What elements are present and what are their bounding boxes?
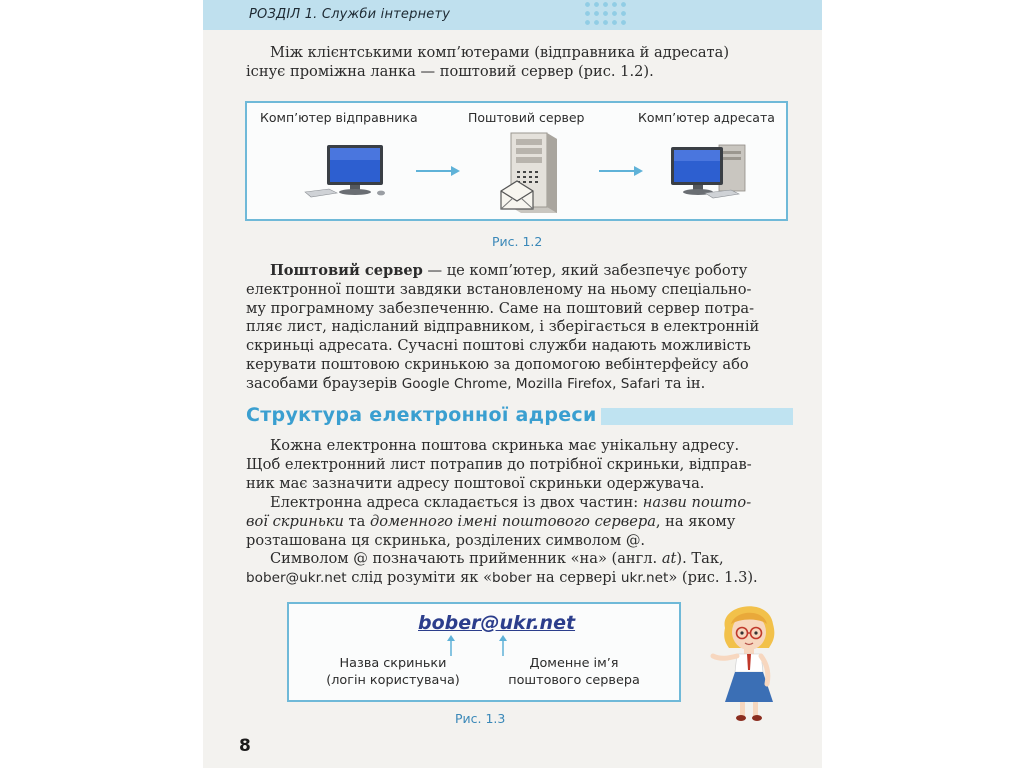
domain-label-line-2: поштового сервера — [508, 673, 640, 688]
figure-email-address: bober@ukr.net — [418, 612, 576, 634]
figure-1-2-frame — [245, 101, 788, 221]
section-header-title: РОЗДІЛ 1. Служби інтернету — [249, 7, 451, 22]
address-p3-mid: слід розуміти як « — [346, 568, 492, 586]
intro-line-2: існує проміжна ланка — поштовий сервер (рис. 1.2). — [246, 62, 654, 80]
address-p1-line-1: Кожна електронна поштова скринька має унікальну адресу. — [270, 437, 740, 454]
recipient-computer-icon — [665, 143, 751, 199]
address-p3-italic: at — [661, 550, 677, 567]
address-paragraph-2 — [246, 494, 793, 550]
definition-line-5: скриньці адресата. Сучасні поштові служби надають можливість — [246, 337, 751, 355]
server-label: Поштовий сервер — [468, 110, 585, 125]
address-p2-italic-3: доменного імені поштового сервера — [369, 512, 656, 530]
section-title-bar — [601, 408, 793, 425]
address-p2-line-3: розташована ця скринька, розділених символом @. — [246, 531, 646, 549]
address-p3-email: bober@ukr.net — [246, 569, 347, 586]
domain-label — [499, 655, 649, 689]
address-p3-line-end: » (рис. 1.3). — [668, 568, 758, 586]
address-p2-italic-1: назви пошто- — [642, 494, 752, 511]
definition-term: Поштовий сервер — [270, 262, 423, 279]
address-p1-line-2: Щоб електронний лист потрапив до потрібної скриньки, відправ- — [246, 455, 752, 473]
address-p3-domain: ukr.net — [620, 569, 669, 586]
page-number: 8 — [239, 736, 251, 756]
address-p2-italic-2: вої скриньки — [246, 512, 344, 530]
arrow-icon-1 — [415, 165, 461, 177]
browser-names: Google Chrome, Mozilla Firefox, Safari — [401, 375, 661, 392]
figure-1-2-caption: Рис. 1.2 — [492, 234, 543, 249]
domain-pointer-arrow-icon — [498, 635, 508, 657]
domain-label-line-1: Доменне ім’я — [529, 656, 619, 671]
arrow-icon-2 — [598, 165, 644, 177]
address-p3-mid2: на сервері — [531, 568, 621, 586]
definition-line-7-start: засобами браузерів — [246, 374, 402, 392]
login-label-line-2: (логін користувача) — [326, 673, 460, 688]
login-label-line-1: Назва скриньки — [339, 656, 447, 671]
address-p2-start: Електронна адреса складається із двох частин: — [270, 494, 643, 511]
address-paragraph-3 — [246, 550, 793, 588]
definition-line-7-end: та ін. — [660, 374, 706, 392]
envelope-icon — [499, 179, 535, 211]
login-pointer-arrow-icon — [446, 635, 456, 657]
address-p1-line-3: ник має зазначити адресу поштової скриньки одержувача. — [246, 474, 705, 492]
address-paragraph-1 — [246, 437, 793, 493]
definition-line-6: керувати поштовою скринькою за допомогою вебінтерфейсу або — [246, 355, 749, 373]
address-p2-mid: та — [343, 512, 370, 530]
textbook-page — [203, 0, 822, 768]
sender-computer-icon — [303, 143, 389, 199]
definition-line-4: пляє лист, надісланий відправником, і зберігається в електронній — [246, 318, 760, 336]
intro-paragraph — [246, 44, 793, 82]
address-p3-end: ). Так, — [676, 550, 724, 567]
address-p2-end: , на якому — [655, 512, 736, 530]
definition-paragraph — [246, 262, 793, 394]
definition-line-1: — це комп’ютер, який забезпечує роботу — [422, 262, 748, 279]
girl-illustration — [709, 598, 789, 724]
definition-line-3: му програмному забезпеченню. Саме на поштовий сервер потра- — [246, 299, 755, 317]
address-p3-quote: bober — [492, 569, 532, 586]
header-dot-pattern — [583, 0, 627, 26]
section-title: Структура електронної адреси — [246, 404, 597, 426]
recipient-label: Комп’ютер адресата — [638, 110, 775, 125]
definition-line-2: електронної пошти завдяки встановленому на ньому спеціально- — [246, 280, 752, 298]
login-label — [315, 655, 471, 689]
address-p3-start: Символом @ позначають прийменник «на» (англ. — [270, 550, 662, 567]
intro-line-1: Між клієнтськими комп’ютерами (відправника й адресата) — [270, 44, 730, 61]
figure-1-3-caption: Рис. 1.3 — [455, 711, 506, 726]
sender-label: Комп’ютер відправника — [260, 110, 418, 125]
